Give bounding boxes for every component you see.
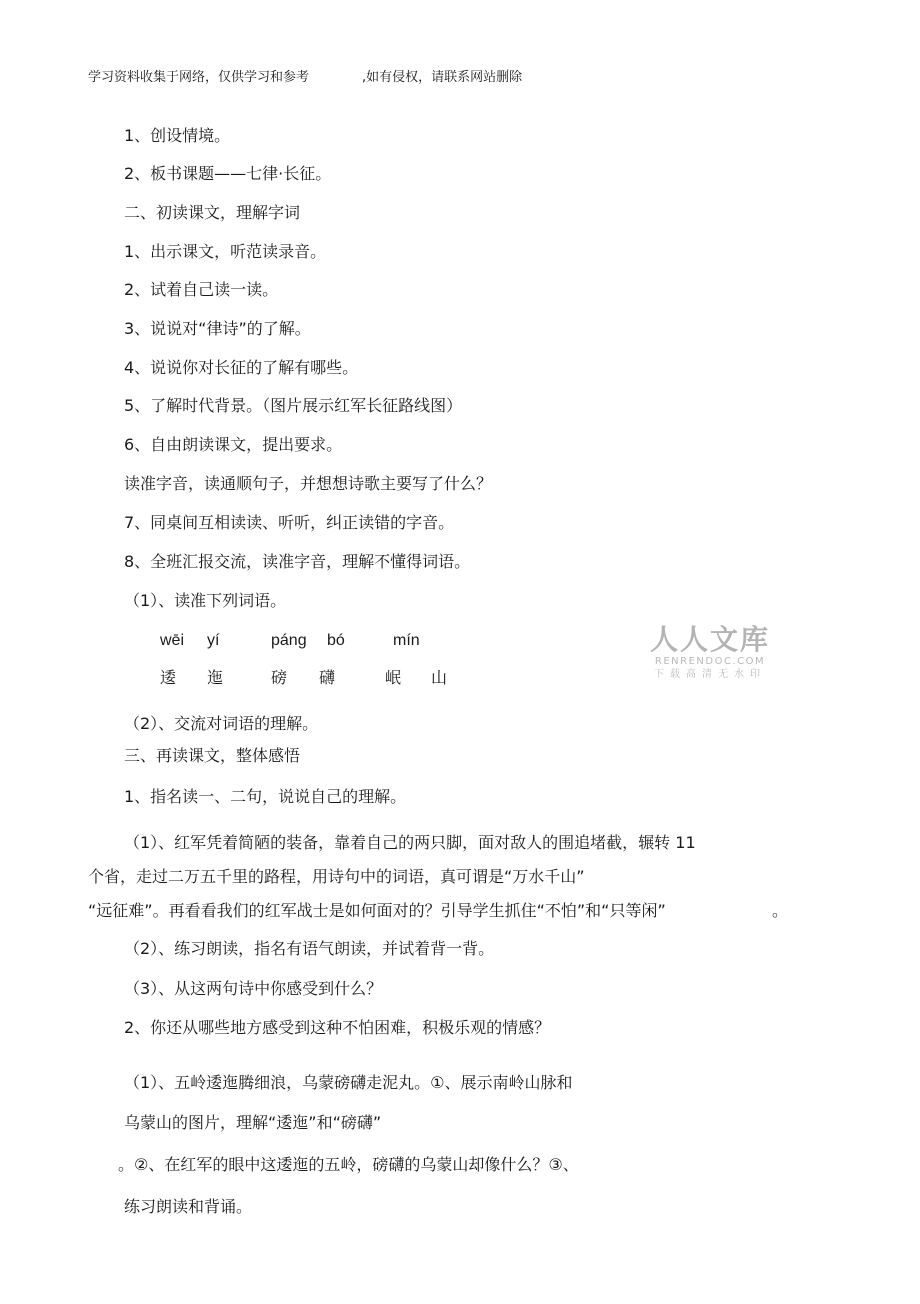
- char-wei: 逶: [160, 668, 177, 687]
- watermark-title: 人人文库: [649, 623, 770, 656]
- subitem-five-ridges-line-2: 乌蒙山的图片，理解“逶迤”和“磅礴”: [124, 1113, 382, 1132]
- char-yi: 迤: [207, 668, 224, 687]
- paragraph-line-3: “远征难”。再看看我们的红军战士是如何面对的？引导学生抓住“不怕”和“只等闲”: [88, 901, 666, 920]
- item-show-text: 1、出示课文，听范读录音。: [124, 242, 327, 261]
- subitem-five-ridges-line-3: 。②、在红军的眼中这逶迤的五岭，磅礴的乌蒙山却像什么？③、: [118, 1155, 579, 1174]
- subitem-read-words: （1）、读准下列词语。: [124, 591, 287, 610]
- pinyin-bo: bó: [327, 632, 345, 649]
- subitem-feel: （3）、从这两句诗中你感受到什么？: [124, 979, 383, 998]
- paragraph-line-3-period: 。: [772, 901, 789, 920]
- pinyin-wei: wēi: [160, 632, 185, 649]
- item-name-read: 1、指名读一、二句，说说自己的理解。: [124, 787, 407, 806]
- char-shan: 山: [431, 668, 448, 687]
- pinyin-yi: yí: [207, 632, 220, 649]
- subitem-five-ridges: （1）、五岭逶迤腾细浪，乌蒙磅礴走泥丸。①、展示南岭山脉和: [124, 1073, 573, 1092]
- item-pair-read: 7、同桌间互相读读、听听，纠正读错的字音。: [124, 513, 455, 532]
- item-changzheng: 4、说说你对长征的了解有哪些。: [124, 358, 359, 377]
- subitem-word-meaning: （2）、交流对词语的理解。: [124, 714, 319, 733]
- subitem-practice-read: （2）、练习朗读，指名有语气朗读，并试着背一背。: [124, 939, 495, 958]
- pinyin-pang: páng: [271, 632, 307, 649]
- item-class-report: 8、全班汇报交流，读准字音，理解不懂得词语。: [124, 552, 471, 571]
- item-create-scene: 1、创设情境。: [124, 126, 231, 145]
- pinyin-min: mín: [393, 632, 420, 649]
- section-heading-first-read: 二、初读课文，理解字词: [124, 203, 301, 222]
- item-other-places: 2、你还从哪些地方感受到这种不怕困难，积极乐观的情感？: [124, 1018, 551, 1037]
- header-disclaimer-left: 学习资料收集于网络，仅供学习和参考: [88, 70, 310, 85]
- requirement-text: 读准字音，读通顺句子，并想想诗歌主要写了什么？: [124, 474, 493, 493]
- char-pang: 磅: [271, 668, 288, 687]
- item-free-read: 6、自由朗读课文，提出要求。: [124, 435, 343, 454]
- paragraph-line-2: 个省，走过二万五千里的路程，用诗句中的词语，真可谓是“万水千山”: [88, 867, 585, 886]
- item-board-title: 2、板书课题——七律·长征。: [124, 164, 332, 183]
- item-try-read: 2、试着自己读一读。: [124, 280, 279, 299]
- paragraph-line-1: （1）、红军凭着简陋的装备，靠着自己的两只脚，面对敌人的围追堵截，辗转 11: [124, 833, 696, 852]
- subitem-five-ridges-line-4: 练习朗读和背诵。: [124, 1197, 253, 1216]
- watermark-tagline: 下载高清无水印: [654, 669, 766, 680]
- watermark-domain: RENRENDOC.COM: [654, 656, 766, 667]
- watermark-logo: [646, 624, 774, 682]
- item-lushi: 3、说说对“律诗”的了解。: [124, 319, 311, 338]
- section-heading-reread: 三、再读课文，整体感悟: [124, 746, 301, 765]
- header-disclaimer-right: ,如有侵权，请联系网站删除: [362, 70, 523, 85]
- char-min: 岷: [385, 668, 402, 687]
- char-bo: 礴: [319, 668, 336, 687]
- item-background: 5、了解时代背景。（图片展示红军长征路线图）: [124, 396, 463, 415]
